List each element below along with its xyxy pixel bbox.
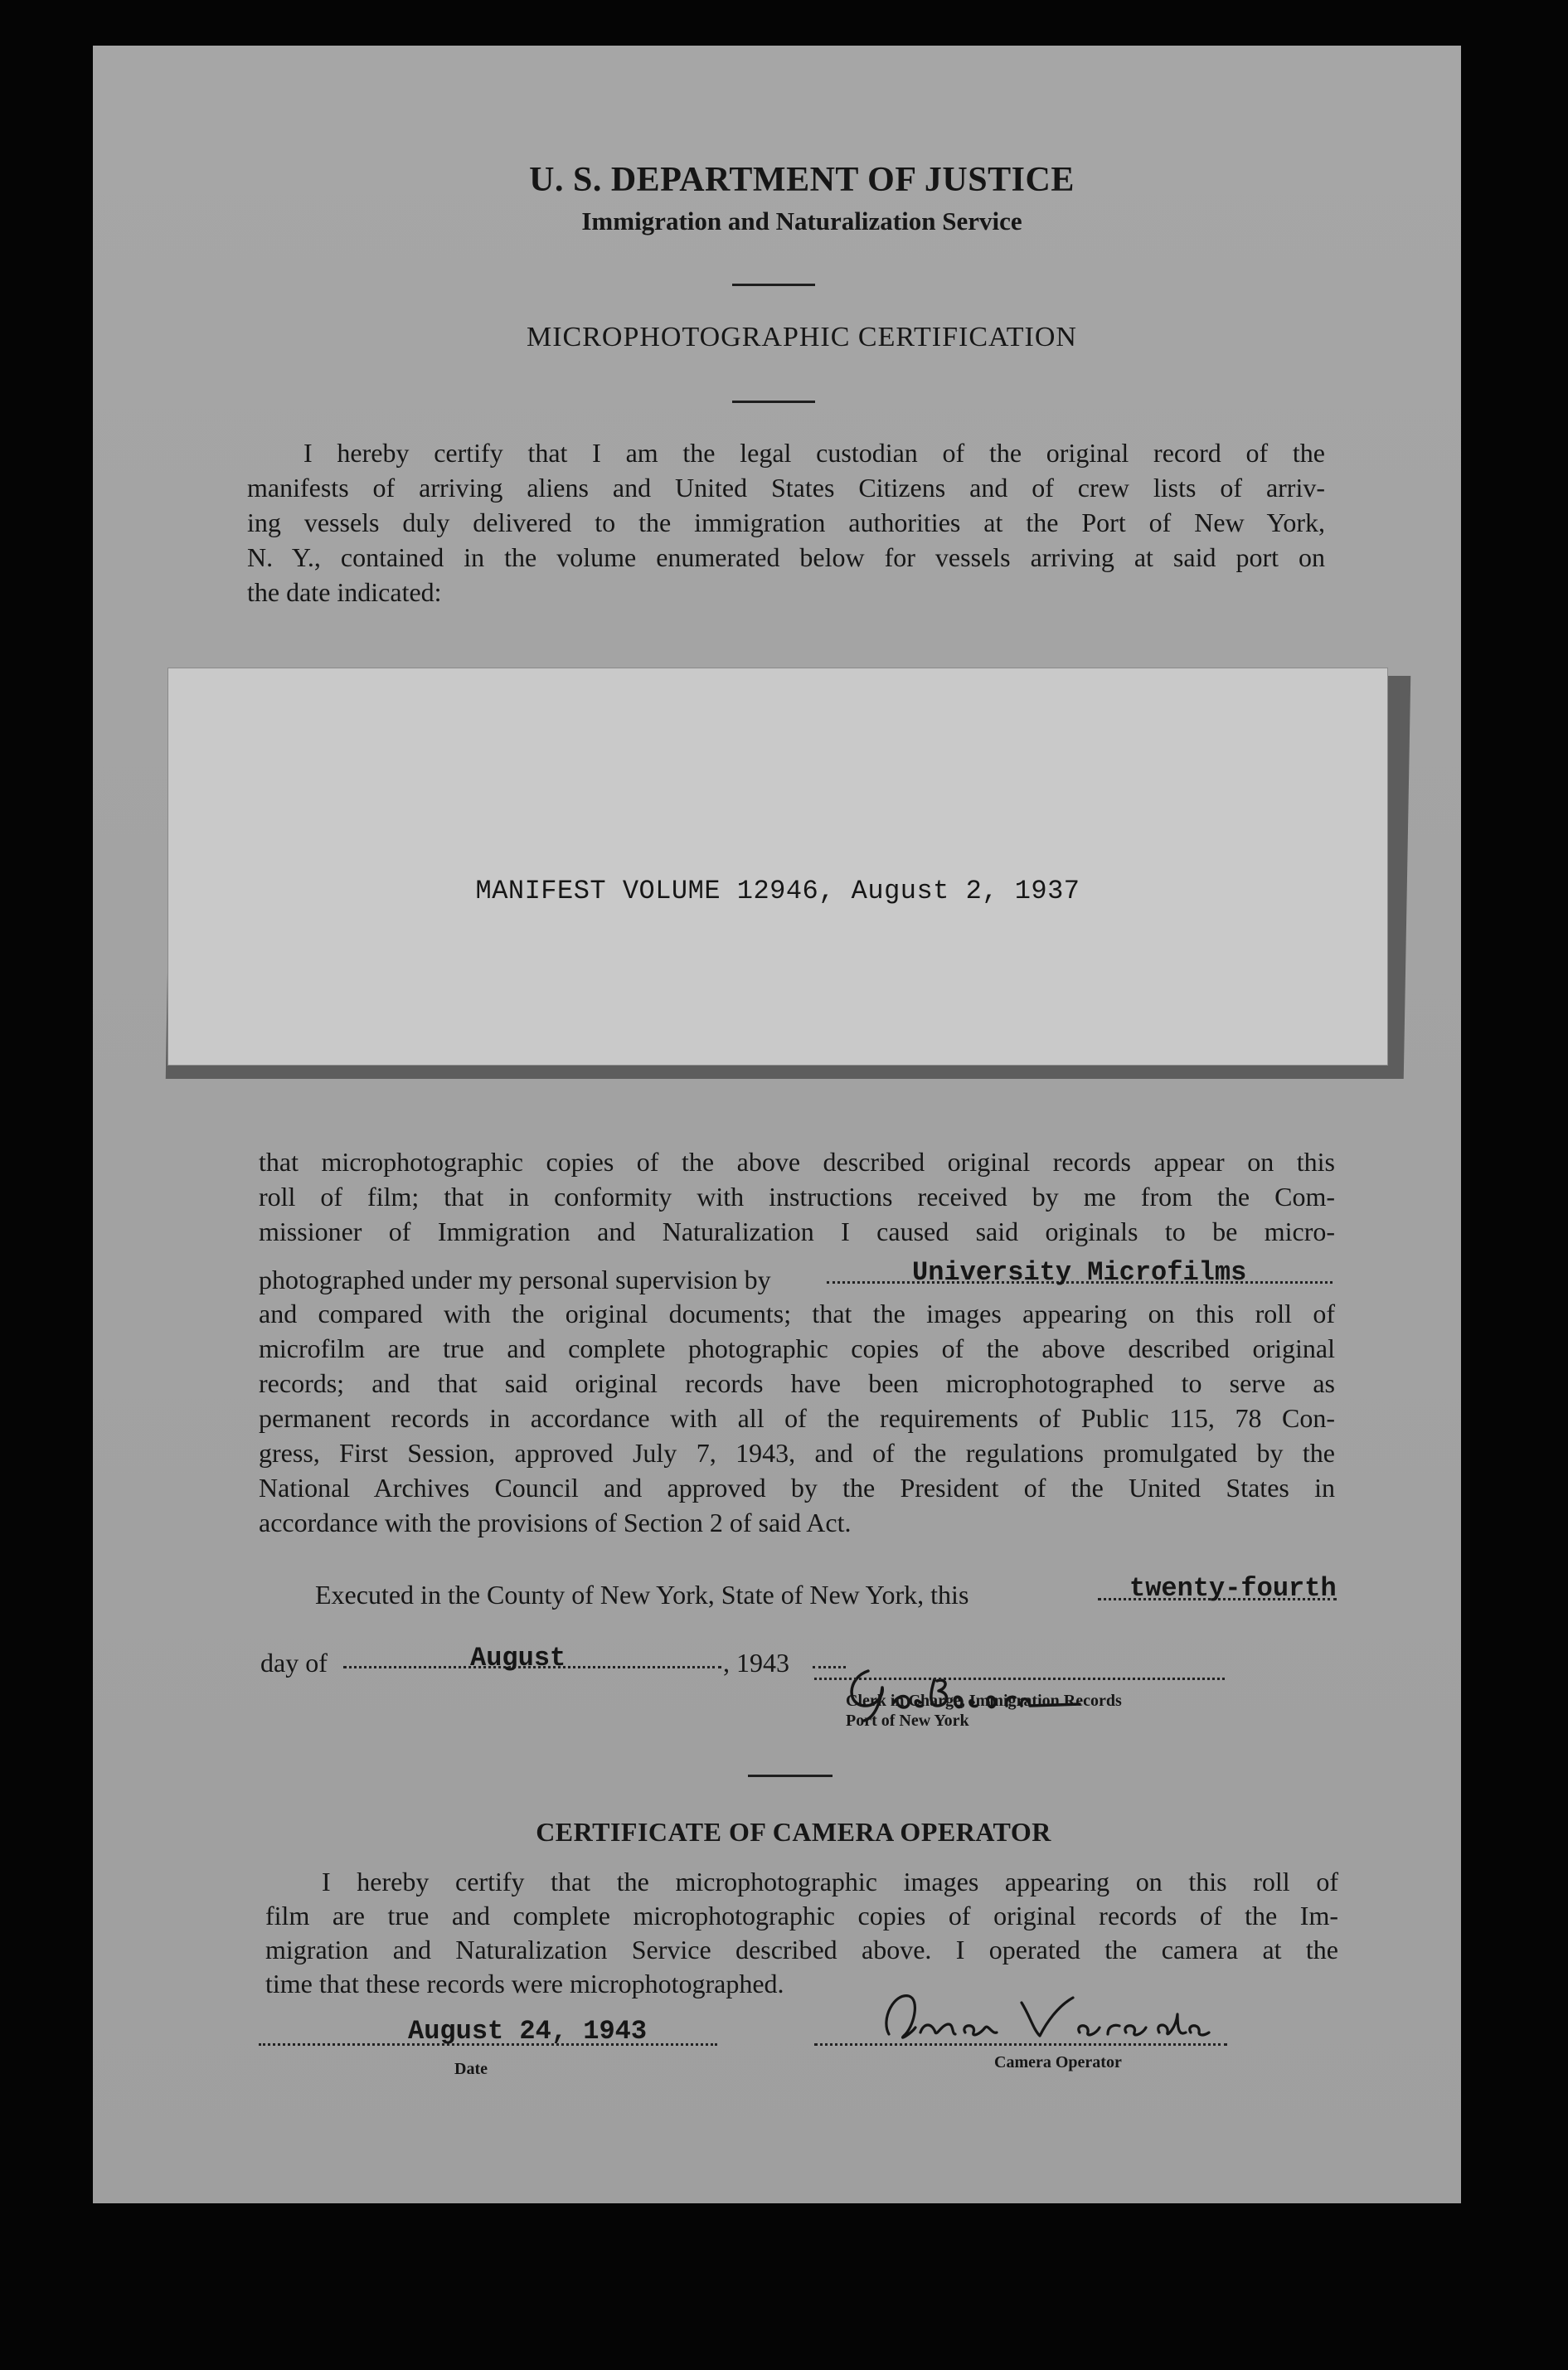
clerk-title: Clerk in Charge, Immigration Records xyxy=(846,1692,1122,1710)
intro-line: I hereby certify that I am the legal custodian of the original record of the xyxy=(303,438,1325,468)
intro-line: the date indicated: xyxy=(247,577,442,607)
operator-signature xyxy=(856,1986,1212,2052)
executed-line xyxy=(315,1580,968,1610)
department-title: U. S. DEPARTMENT OF JUSTICE xyxy=(529,161,1075,199)
body-paragraph xyxy=(259,1144,1335,1249)
certification-title: MICROPHOTOGRAPHIC CERTIFICATION xyxy=(526,322,1077,352)
body-line: records; and that said original records have been microphotographed to serve as xyxy=(259,1368,1335,1398)
section-divider xyxy=(748,1775,833,1777)
service-subtitle: Immigration and Naturalization Service xyxy=(581,206,1022,236)
body-paragraph-continued xyxy=(259,1296,1335,1540)
title-divider xyxy=(732,401,815,403)
intro-line: manifests of arriving aliens and United States Citizens and of crew lists of arriv- xyxy=(247,473,1325,503)
intro-line: N. Y., contained in the volume enumerated below for vessels arriving at said port on xyxy=(247,542,1325,572)
day-value: twenty-fourth xyxy=(1129,1573,1337,1604)
intro-paragraph xyxy=(247,435,1325,609)
supervision-prefix: photographed under my personal supervision by xyxy=(259,1265,771,1294)
camera-line: film are true and complete microphotographic copies of original records of the Im- xyxy=(265,1901,1338,1930)
body-line: gress, First Session, approved July 7, 1943, and of the regulations promulgated by the xyxy=(259,1438,1335,1468)
clerk-signature-line xyxy=(814,1678,1225,1680)
executed-prefix: Executed in the County of New York, State of New York, this xyxy=(315,1580,969,1610)
intro-line: ing vessels duly delivered to the immigration authorities at the Port of New York, xyxy=(247,508,1325,537)
date-dotted-line xyxy=(259,2043,717,2046)
day-of-label: day of xyxy=(260,1648,328,1678)
body-line: missioner of Immigration and Naturalization I caused said originals to be micro- xyxy=(259,1217,1335,1246)
clerk-location: Port of New York xyxy=(846,1712,969,1730)
certificate-page xyxy=(93,46,1461,2203)
operator-dotted-line xyxy=(814,2043,1227,2046)
supervision-line xyxy=(259,1265,771,1295)
camera-certificate-title: CERTIFICATE OF CAMERA OPERATOR xyxy=(536,1817,1051,1847)
supervision-by-value: University Microfilms xyxy=(912,1257,1247,1288)
manifest-volume-text: MANIFEST VOLUME 12946, August 2, 1937 xyxy=(475,876,1080,906)
manifest-inset-card xyxy=(167,668,1388,1066)
body-line: roll of film; that in conformity with instructions received by me from the Com- xyxy=(259,1182,1335,1212)
body-line: permanent records in accordance with all of the requirements of Public 115, 78 Con- xyxy=(259,1403,1335,1433)
body-line: National Archives Council and approved by the President of the United States in xyxy=(259,1473,1335,1503)
camera-line: I hereby certify that the microphotographic images appearing on this roll of xyxy=(322,1867,1338,1896)
operator-label: Camera Operator xyxy=(994,2053,1122,2071)
year-text: , 1943 xyxy=(723,1648,789,1678)
header-divider xyxy=(732,284,815,286)
camera-paragraph xyxy=(265,1865,1338,2001)
date-value: August 24, 1943 xyxy=(408,2016,648,2047)
body-line: microfilm are true and complete photographic copies of the above described original xyxy=(259,1333,1335,1363)
body-line: and compared with the original documents; that the images appearing on this roll of xyxy=(259,1299,1335,1328)
camera-line: migration and Naturalization Service described above. I operated the camera at the xyxy=(265,1935,1338,1964)
body-line: that microphotographic copies of the above described original records appear on this xyxy=(259,1147,1335,1177)
date-label: Date xyxy=(454,2060,488,2078)
month-value: August xyxy=(470,1643,566,1673)
body-line: accordance with the provisions of Section 2 of said Act. xyxy=(259,1508,852,1537)
camera-line: time that these records were microphotographed. xyxy=(265,1969,784,1998)
